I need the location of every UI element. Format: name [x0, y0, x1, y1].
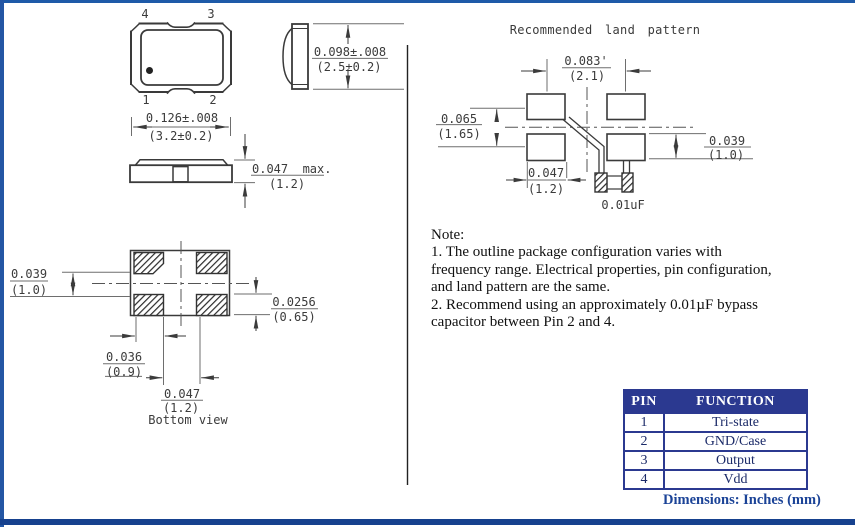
note-line: and land pattern are the same.: [431, 279, 611, 296]
dim-lp-pad-w-mm: (1.2): [527, 181, 565, 196]
capacitor-value-label: 0.01uF: [601, 198, 645, 212]
dim-package-thickness-mm: (1.2): [268, 177, 306, 191]
dim-bv-pad-w-in: 0.036: [105, 350, 143, 364]
package-bottom-view: [92, 241, 252, 328]
package-front-view: [130, 160, 232, 182]
dim-package-thickness-in: 0.047 max.: [252, 162, 332, 176]
dim-bv-gap-v-mm: (1.0): [10, 282, 48, 297]
note-line: Note:: [431, 227, 465, 243]
note-line: 1. The outline package configuration varies with: [431, 244, 722, 261]
note-line: frequency range. Electrical properties, pin configuration,: [431, 261, 772, 278]
dim-bv-gap-h-in: 0.047: [163, 387, 201, 401]
dim-lp-pitch-y-in: 0.065: [440, 111, 478, 126]
dim-lp-pitch-x-in: 0.083': [564, 53, 608, 68]
land-pad-bottom-left: [527, 134, 565, 161]
pad-1-hatched: [134, 253, 164, 274]
bypass-capacitor: [595, 173, 633, 192]
dim-lp-pad-w-in: 0.047: [527, 166, 565, 180]
dim-lp-pitch-y-mm: (1.65): [437, 127, 481, 141]
pin-label-2: 2: [209, 93, 217, 107]
cell-pin: 2: [624, 432, 664, 451]
pin-label-4: 4: [141, 7, 149, 21]
table-header-row: [624, 390, 807, 413]
note-line: capacitor between Pin 2 and 4.: [431, 314, 616, 331]
dim-package-width-mm: (3.2±0.2): [148, 129, 214, 143]
pin-label-1: 1: [142, 93, 150, 107]
dim-lp-pad-h-in: 0.039: [708, 134, 746, 148]
table-row: [624, 432, 807, 451]
dim-bv-pad-w-mm: (0.9): [105, 364, 143, 379]
dimensions-units-label: Dimensions: Inches (mm): [663, 492, 821, 508]
dim-bv-pad-h-in: 0.0256: [272, 295, 316, 309]
dim-bv-gap-v-in: 0.039: [10, 267, 48, 281]
dim-package-height-in: 0.098±.008: [313, 45, 387, 59]
dim-package-width-in: 0.126±.008: [145, 111, 219, 125]
cell-function: GND/Case: [664, 432, 807, 451]
header-pin: PIN: [624, 390, 664, 413]
dim-bottom-view-lines: [10, 272, 318, 400]
pad-2-hatched: [197, 253, 228, 274]
cell-function: Tri-state: [664, 413, 807, 432]
dim-package-height-mm: (2.5±0.2): [316, 60, 382, 74]
table-row: [624, 451, 807, 470]
header-function: FUNCTION: [664, 390, 807, 413]
land-pad-top-right: [607, 94, 645, 120]
land-pad-bottom-right: [607, 134, 645, 161]
cell-function: Output: [664, 451, 807, 470]
table-row: [624, 470, 807, 489]
bypass-traces: [563, 117, 630, 173]
land-pad-top-left: [527, 94, 565, 120]
cell-pin: 4: [624, 470, 664, 489]
note-line: 2. Recommend using an approximately 0.01µF bypass: [431, 296, 758, 313]
dim-bv-pad-h-mm: (0.65): [272, 310, 316, 324]
cell-pin: 3: [624, 451, 664, 470]
dim-bv-gap-h-mm: (1.2): [162, 401, 200, 415]
pad-4-hatched: [197, 295, 228, 316]
land-pattern-title: Recommended land pattern: [509, 23, 701, 37]
pin-function-table: [623, 389, 808, 490]
pad-3-hatched: [134, 295, 164, 316]
bottom-view-label: Bottom view: [148, 412, 228, 427]
pin-label-3: 3: [207, 7, 215, 21]
table-row: [624, 413, 807, 432]
cell-pin: 1: [624, 413, 664, 432]
dim-lp-pad-h-mm: (1.0): [707, 147, 745, 162]
pin1-marker-dot: [146, 67, 153, 74]
note-text: [431, 227, 821, 331]
cell-function: Vdd: [664, 470, 807, 489]
package-top-view: [130, 22, 233, 94]
package-side-view: [283, 24, 308, 89]
dim-lp-pitch-x-mm: (2.1): [568, 69, 606, 83]
